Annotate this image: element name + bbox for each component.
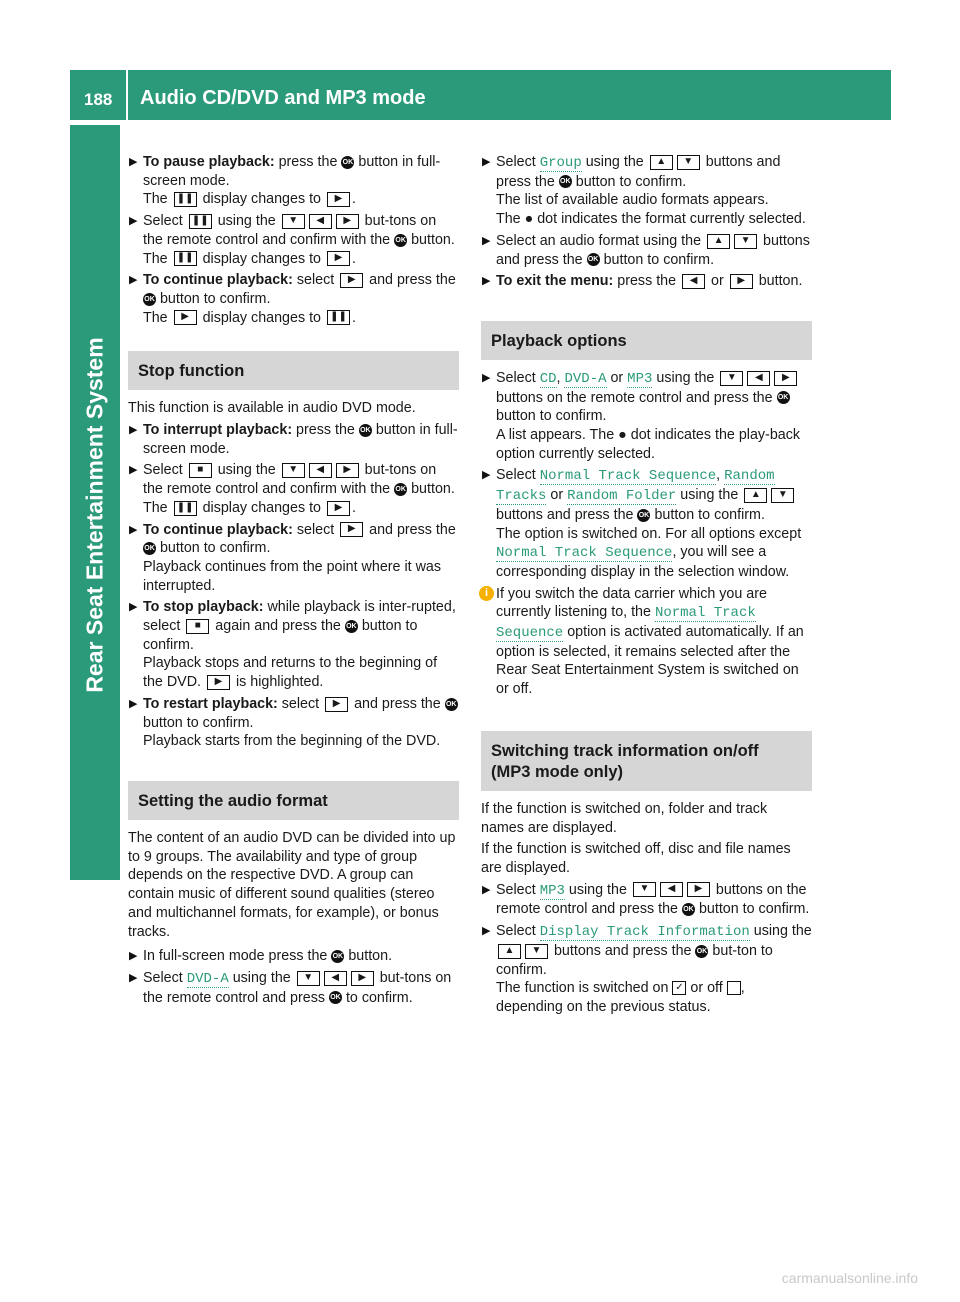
down-arrow-icon: ▼ <box>734 234 757 249</box>
dot-icon: ● <box>524 211 534 228</box>
right-arrow-icon: ▶ <box>482 371 491 384</box>
right-arrow-icon: ▶ <box>129 274 138 287</box>
right-arrow-icon: ▶ <box>129 950 138 963</box>
paragraph: If the function is switched on, folder and track names are displayed. <box>481 800 768 836</box>
menu-option-random-tracks: Random Tracks <box>496 468 775 505</box>
pause-icon: ❚❚ <box>189 214 212 229</box>
menu-option-normal-sequence: Normal Track Sequence <box>496 545 673 562</box>
pause-icon: ❚❚ <box>174 501 197 516</box>
right-arrow-icon: ▶ <box>129 424 138 437</box>
play-icon: ▶ <box>730 274 753 289</box>
left-arrow-icon: ◀ <box>309 463 332 478</box>
play-icon: ▶ <box>327 501 350 516</box>
ok-button-icon: OK <box>329 991 342 1004</box>
right-arrow-icon: ▶ <box>482 156 491 168</box>
down-arrow-icon: ▼ <box>720 371 743 386</box>
menu-option-normal-sequence: Normal Track Sequence <box>539 468 717 485</box>
section-heading: Switching track information on/off (MP3 mode only) <box>481 731 812 791</box>
play-icon: ▶ <box>336 214 359 229</box>
ok-button-icon: OK <box>559 175 572 188</box>
right-arrow-icon: ▶ <box>482 275 491 288</box>
paragraph: This function is available in audio DVD mode. <box>128 400 416 417</box>
list-item: ▶ Select MP3 using the ▼ ◀ ▶ buttons on the remote control and press the OK button to confirm. <box>482 881 810 918</box>
menu-option-mp3: MP3 <box>627 370 653 387</box>
list-item: ▶ Select CD, DVD-A or MP3 using the ▼ ◀ ▶ buttons on the remote control and press the OK button to confirm. A list appears. The ● dot indicates the play-back option currently selected. <box>482 369 801 462</box>
page-title: Audio CD/DVD and MP3 mode <box>140 87 426 109</box>
ok-button-icon: OK <box>637 509 650 522</box>
checkbox-checked-icon: ✓ <box>672 981 686 995</box>
down-arrow-icon: ▼ <box>771 488 794 503</box>
right-arrow-icon: ▶ <box>129 523 138 536</box>
play-icon: ▶ <box>687 882 710 897</box>
info-note: i If you switch the data carrier which you are currently listening to, the Normal Track Sequence option is activated automatically. If an option is selected, it remains selected after the Rear Seat Entertainment System is switched on or off. <box>481 585 812 699</box>
list-item: ▶ Select ❚❚ using the ▼ ◀ ▶ but-tons on the remote control and confirm with the OK button. The ❚❚ display changes to ▶ . <box>129 213 455 267</box>
play-icon: ▶ <box>336 463 359 478</box>
checkbox-empty-icon <box>727 981 741 995</box>
ok-button-icon: OK <box>359 424 372 437</box>
ok-button-icon: OK <box>695 945 708 958</box>
right-arrow-icon: ▶ <box>482 234 491 247</box>
ok-button-icon: OK <box>143 293 156 306</box>
list-item: ▶ Select Display Track Information using the ▲ ▼ buttons and press the OK but-ton to confirm. The function is switched on ✓ or off , depending on the previous status. <box>482 923 812 1015</box>
down-arrow-icon: ▼ <box>282 214 305 229</box>
pause-icon: ❚❚ <box>174 251 197 266</box>
right-column <box>481 153 812 1020</box>
stop-icon: ■ <box>189 463 212 478</box>
list-item: ▶ To pause playback: press the OK button in full-screen mode. The ❚❚ display changes to ▶ . <box>129 154 441 208</box>
right-arrow-icon: ▶ <box>482 925 491 938</box>
up-arrow-icon: ▲ <box>744 488 767 503</box>
section-heading: Playback options <box>481 321 812 360</box>
ok-button-icon: OK <box>331 950 344 963</box>
page-header <box>70 70 891 120</box>
ok-button-icon: OK <box>143 542 156 555</box>
right-arrow-icon: ▶ <box>129 156 138 168</box>
left-column <box>128 153 459 1010</box>
menu-option-mp3: MP3 <box>539 882 565 899</box>
list-item: ▶ Select DVD-A using the ▼ ◀ ▶ but-tons on the remote control and press OK to confirm. <box>129 969 452 1006</box>
watermark: carmanualsonline.info <box>781 1270 918 1286</box>
list-item: ▶ In full-screen mode press the OK button. <box>129 948 393 965</box>
stop-icon: ■ <box>186 619 209 634</box>
left-arrow-icon: ◀ <box>682 274 705 289</box>
ok-button-icon: OK <box>682 903 695 916</box>
right-arrow-icon: ▶ <box>482 883 491 896</box>
menu-option-dvda: DVD-A <box>564 370 607 387</box>
right-arrow-icon: ▶ <box>482 469 491 482</box>
list-item: ▶ Select Group using the ▲ ▼ buttons and press the OK button to confirm. The list of available audio formats appears. The ● dot indicates the format currently selected. <box>482 154 806 228</box>
ok-button-icon: OK <box>345 620 358 633</box>
play-icon: ▶ <box>340 522 363 537</box>
down-arrow-icon: ▼ <box>282 463 305 478</box>
play-icon: ▶ <box>174 310 197 325</box>
play-icon: ▶ <box>774 371 797 386</box>
list-item: ▶ Select ■ using the ▼ ◀ ▶ but-tons on the remote control and confirm with the OK button. The ❚❚ display changes to ▶ . <box>129 462 455 516</box>
dot-icon: ● <box>618 427 627 444</box>
left-arrow-icon: ◀ <box>309 214 332 229</box>
menu-option-display-track-info: Display Track Information <box>539 924 750 941</box>
paragraph: If the function is switched off, disc and file names are displayed. <box>481 841 791 876</box>
right-arrow-icon: ▶ <box>129 464 138 477</box>
down-arrow-icon: ▼ <box>525 944 548 959</box>
chapter-title: Rear Seat Entertainment System <box>81 337 108 693</box>
down-arrow-icon: ▼ <box>633 882 656 897</box>
pause-icon: ❚❚ <box>174 192 197 207</box>
page-number: 188 <box>84 90 113 109</box>
ok-button-icon: OK <box>445 698 458 711</box>
list-item: ▶ To continue playback: select ▶ and press the OK button to confirm. The ▶ display changes to ❚❚ . <box>129 272 456 326</box>
menu-option-group: Group <box>539 155 582 171</box>
right-arrow-icon: ▶ <box>129 697 138 710</box>
right-arrow-icon: ▶ <box>129 215 138 228</box>
list-item: ▶ Select Normal Track Sequence, Random Tracks or Random Folder using the ▲ ▼ buttons and press the OK button to confirm. The option is switched on. For all options except Normal Track Sequence, you will see a corresponding display in the selection window. <box>482 467 802 580</box>
play-icon: ▶ <box>340 273 363 288</box>
play-icon: ▶ <box>327 192 350 207</box>
left-arrow-icon: ◀ <box>660 882 683 897</box>
list-item: ▶ To restart playback: select ▶ and press the OK button to confirm. Playback starts from the beginning of the DVD. <box>129 695 457 750</box>
header-divider <box>126 70 128 120</box>
menu-option-dvda: DVD-A <box>186 970 229 987</box>
play-icon: ▶ <box>207 675 230 690</box>
list-item: ▶ To interrupt playback: press the OK button in full-screen mode. <box>129 422 458 457</box>
section-heading: Setting the audio format <box>128 781 459 820</box>
up-arrow-icon: ▲ <box>498 944 521 959</box>
pause-icon: ❚❚ <box>327 310 350 325</box>
ok-button-icon: OK <box>341 156 354 169</box>
ok-button-icon: OK <box>587 253 600 266</box>
info-icon: i <box>479 586 494 601</box>
paragraph: The content of an audio DVD can be divided into up to 9 groups. The availability and type of group depends on the respective DVD. A group can contain music of different sound qualities (stereo and multichannel formats, for example), or bonus tracks. <box>128 829 456 940</box>
up-arrow-icon: ▲ <box>650 155 673 170</box>
ok-button-icon: OK <box>394 234 407 247</box>
left-arrow-icon: ◀ <box>747 371 770 386</box>
list-item: ▶ To continue playback: select ▶ and press the OK button to confirm. Playback continues from the point where it was interrupted. <box>129 521 456 594</box>
up-arrow-icon: ▲ <box>707 234 730 249</box>
ok-button-icon: OK <box>394 483 407 496</box>
right-arrow-icon: ▶ <box>129 601 138 614</box>
menu-option-normal-sequence: Normal Track Sequence <box>496 605 756 642</box>
play-icon: ▶ <box>327 251 350 266</box>
play-icon: ▶ <box>351 971 374 986</box>
left-arrow-icon: ◀ <box>324 971 347 986</box>
play-icon: ▶ <box>325 697 348 712</box>
section-heading: Stop function <box>128 351 459 390</box>
list-item: ▶ To stop playback: while playback is inter-rupted, select ■ again and press the OK button to confirm. Playback stops and returns to the beginning of the DVD. ▶ is highlighted. <box>129 599 456 691</box>
list-item: ▶ Select an audio format using the ▲ ▼ buttons and press the OK button to confirm. <box>482 232 810 268</box>
menu-option-cd: CD <box>539 370 557 387</box>
menu-option-random-folder: Random Folder <box>567 488 677 505</box>
down-arrow-icon: ▼ <box>677 155 700 170</box>
down-arrow-icon: ▼ <box>297 971 320 986</box>
list-item: ▶ To exit the menu: press the ◀ or ▶ button. <box>482 273 803 290</box>
right-arrow-icon: ▶ <box>129 971 138 984</box>
ok-button-icon: OK <box>777 391 790 404</box>
